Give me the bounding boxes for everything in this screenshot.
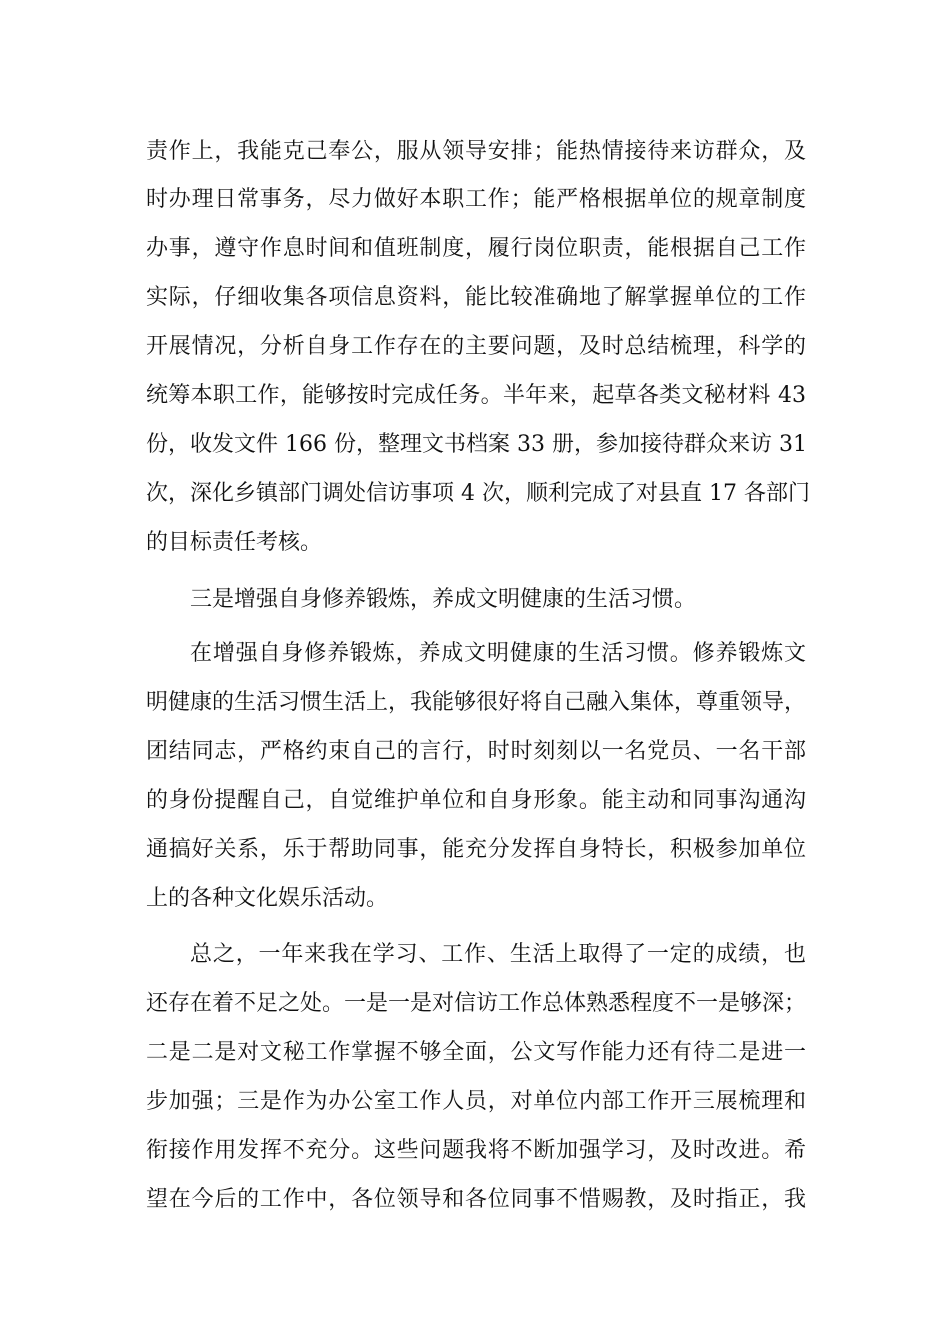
paragraph-line: 的身份提醒自己，自觉维护单位和自身形象。能主动和同事沟通沟 bbox=[146, 788, 806, 813]
paragraph-line: 的目标责任考核。 bbox=[146, 530, 323, 555]
paragraph-line: 衔接作用发挥不充分。这些问题我将不断加强学习，及时改进。希 bbox=[146, 1138, 806, 1163]
paragraph-line: 二是二是对文秘工作掌握不够全面，公文写作能力还有待二是进一 bbox=[146, 1040, 806, 1065]
paragraph-line: 步加强；三是作为办公室工作人员，对单位内部工作开三展梳理和 bbox=[146, 1089, 806, 1114]
paragraph-line: 还存在着不足之处。一是一是对信访工作总体熟悉程度不一是够深； bbox=[146, 991, 807, 1016]
paragraph-line: 团结同志，严格约束自己的言行，时时刻刻以一名党员、一名干部 bbox=[146, 739, 806, 764]
paragraph-line: 上的各种文化娱乐活动。 bbox=[146, 886, 389, 911]
paragraph-line: 在增强自身修养锻炼，养成文明健康的生活习惯。修养锻炼文 bbox=[190, 641, 806, 666]
paragraph-line: 办事，遵守作息时间和值班制度，履行岗位职责，能根据自己工作 bbox=[146, 236, 806, 261]
paragraph-line: 明健康的生活习惯生活上，我能够很好将自己融入集体，尊重领导， bbox=[146, 690, 807, 715]
paragraph-line: 通搞好关系，乐于帮助同事，能充分发挥自身特长，积极参加单位 bbox=[146, 837, 806, 862]
paragraph-line: 开展情况，分析自身工作存在的主要问题，及时总结梳理，科学的 bbox=[146, 334, 806, 359]
paragraph-line: 时办理日常事务，尽力做好本职工作；能严格根据单位的规章制度 bbox=[146, 187, 806, 212]
paragraph-line: 望在今后的工作中，各位领导和各位同事不惜赐教，及时指正，我 bbox=[146, 1187, 806, 1212]
paragraph-line: 责作上，我能克己奉公，服从领导安排；能热情接待来访群众，及 bbox=[146, 139, 806, 164]
section-heading: 三是增强自身修养锻炼，养成文明健康的生活习惯。 bbox=[190, 587, 697, 612]
paragraph-line: 次，深化乡镇部门调处信访事项 4 次，顺利完成了对县直 17 各部门 bbox=[146, 481, 810, 506]
paragraph-line: 实际，仔细收集各项信息资料，能比较准确地了解掌握单位的工作 bbox=[146, 285, 806, 310]
paragraph-line: 统筹本职工作，能够按时完成任务。半年来，起草各类文秘材料 43 bbox=[146, 383, 806, 408]
paragraph-line: 份，收发文件 166 份，整理文书档案 33 册，参加接待群众来访 31 bbox=[146, 432, 807, 457]
paragraph-line: 总之，一年来我在学习、工作、生活上取得了一定的成绩，也 bbox=[190, 942, 806, 967]
